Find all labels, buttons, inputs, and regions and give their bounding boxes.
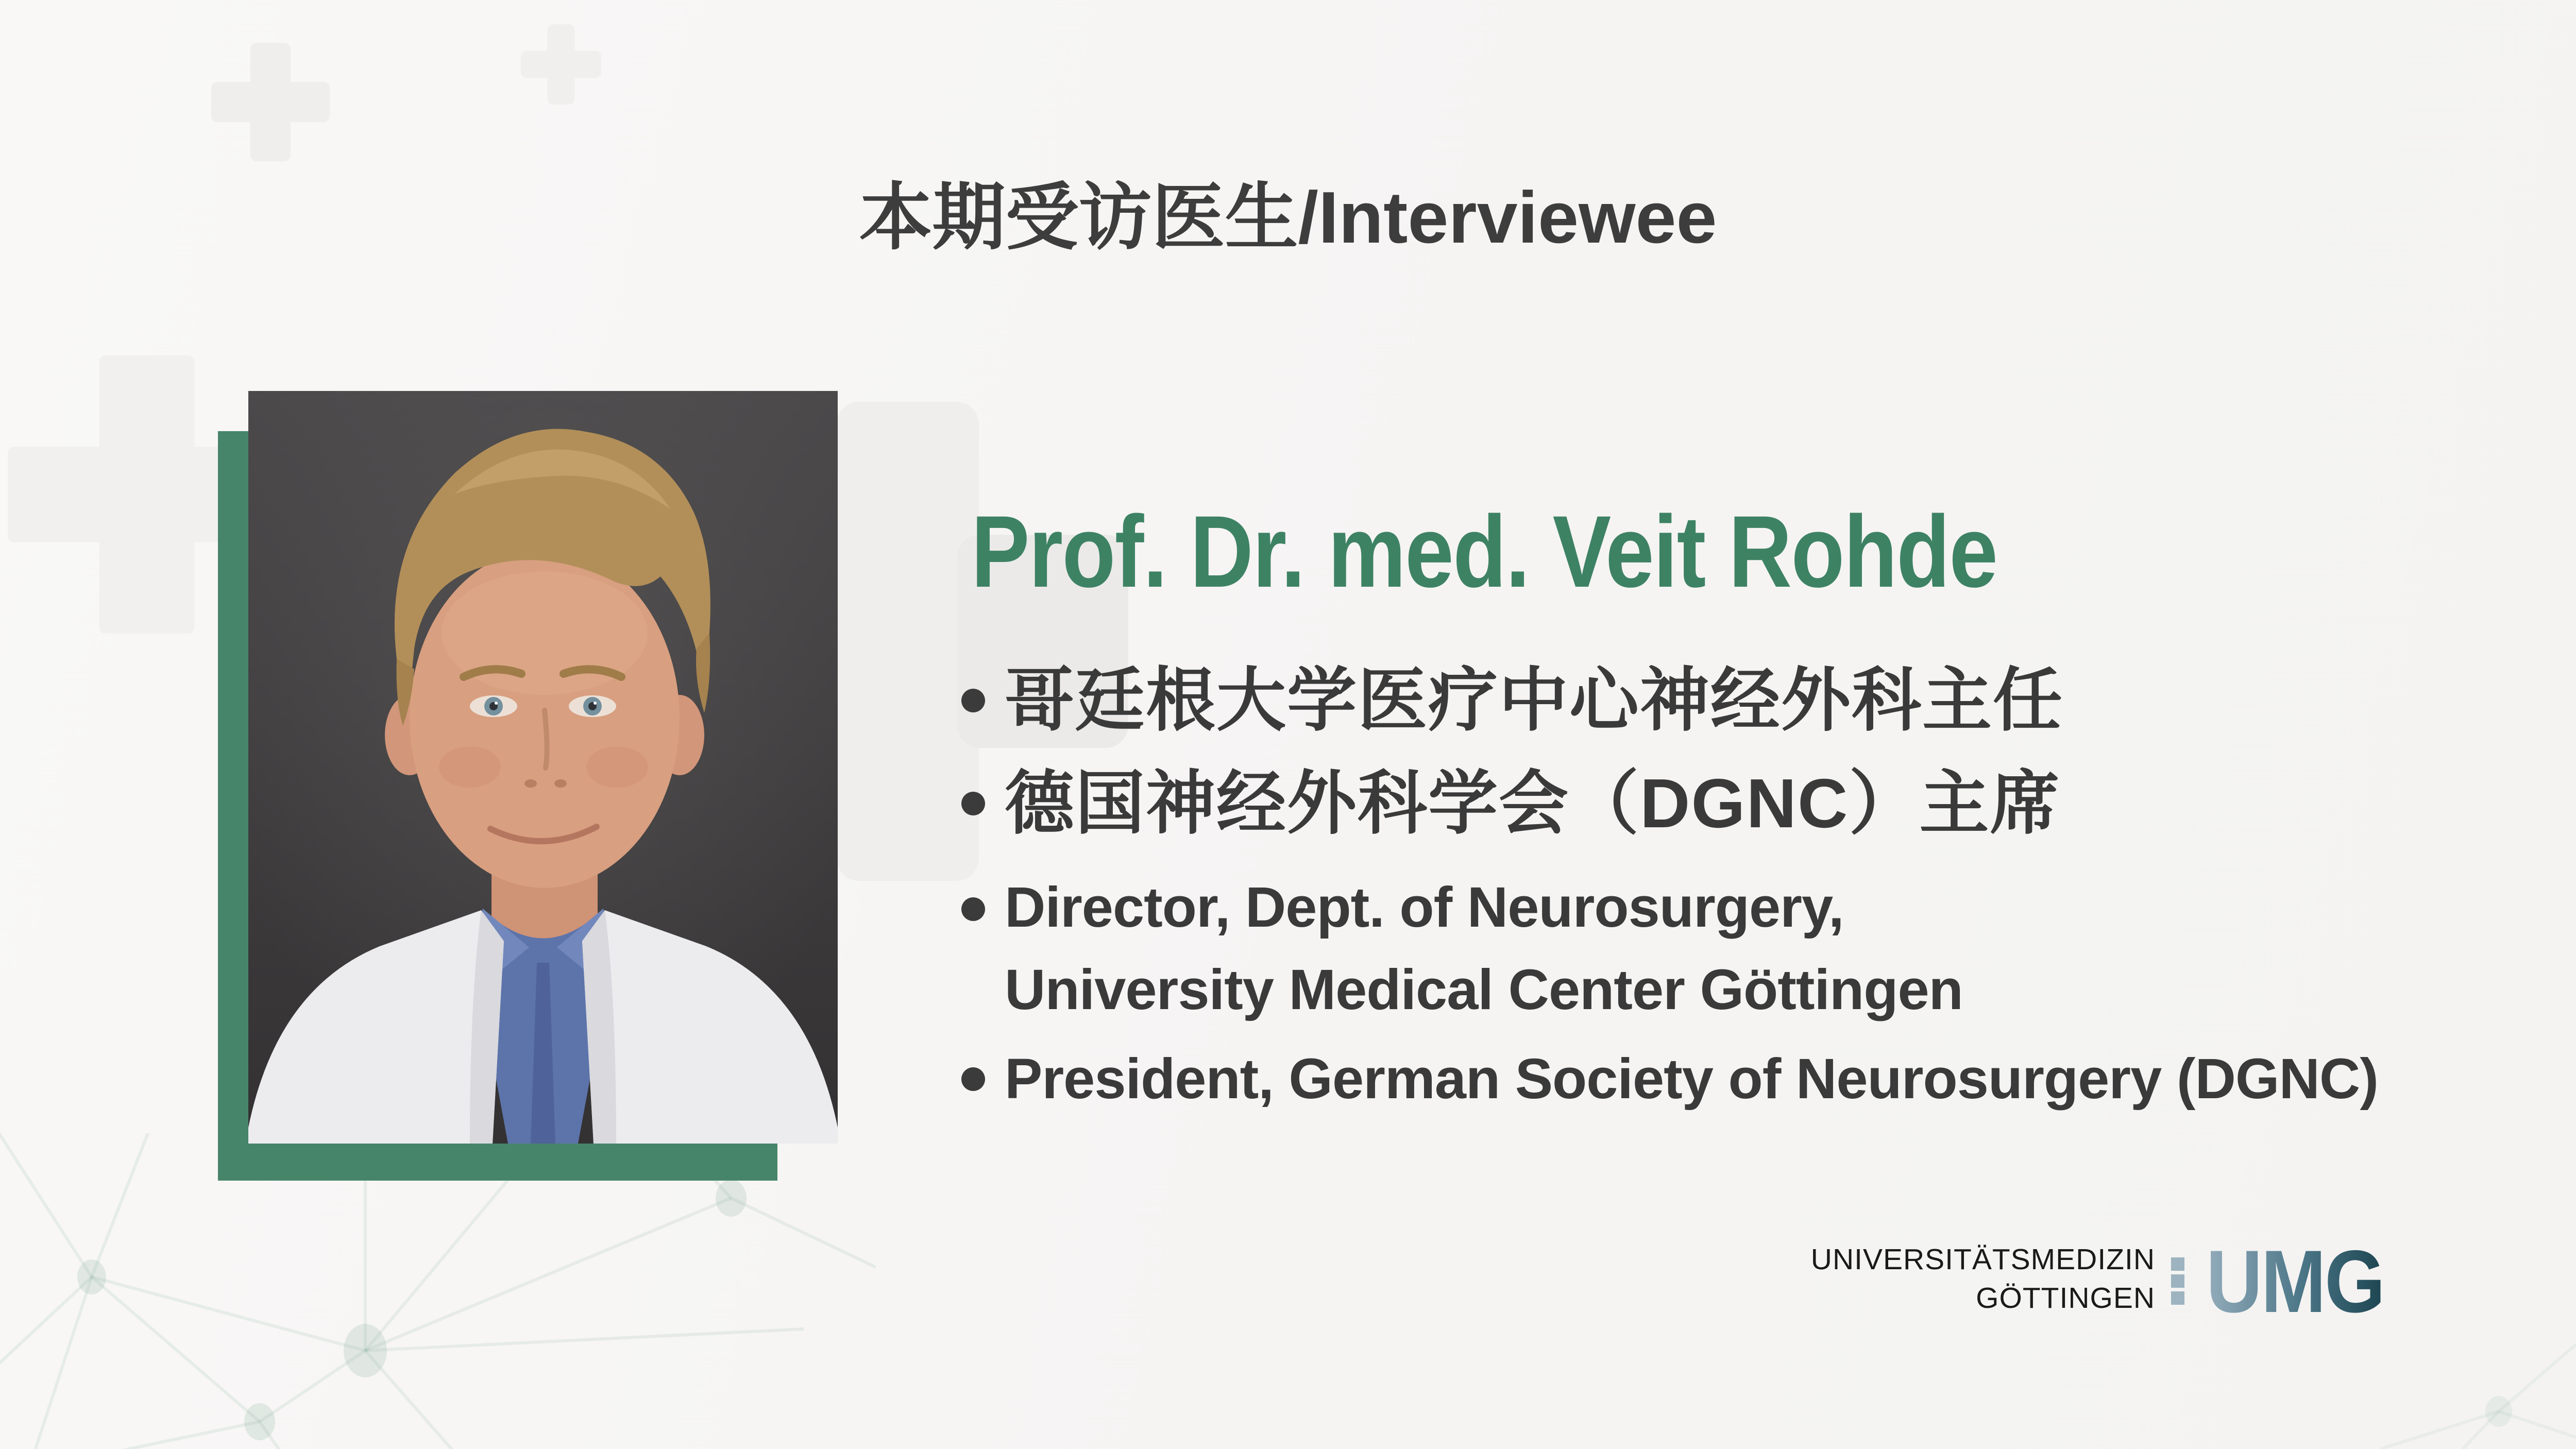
- plus-decoration-large: [211, 43, 330, 161]
- bullet-item-cn-1: 哥廷根大学医疗中心神经外科主任: [1005, 661, 2063, 739]
- network-decoration-right: [2215, 1314, 2576, 1449]
- bullet-dot: [961, 1067, 985, 1091]
- plus-decoration-small: [521, 24, 601, 105]
- doctor-name: Prof. Dr. med. Veit Rohde: [971, 495, 1997, 608]
- doctor-photo: [248, 391, 838, 1144]
- bullet-dot: [961, 689, 985, 712]
- logo-org-line-2: GÖTTINGEN: [1976, 1282, 2155, 1315]
- bullet-item-en-1-line-1: Director, Dept. of Neurosurgery,: [1005, 876, 1844, 939]
- bullet-item-cn-2: 德国神经外科学会（DGNC）主席: [1005, 764, 2061, 842]
- logo-org-name: [1811, 1240, 2155, 1318]
- page-title: 本期受访医生/Interviewee: [859, 177, 1717, 259]
- logo-squares-icon: [2171, 1257, 2184, 1308]
- bullet-dot: [961, 792, 985, 815]
- bullet-item-en-2: President, German Society of Neurosurgery (DGNC): [1005, 1047, 2378, 1111]
- logo-org-line-1: UNIVERSITÄTSMEDIZIN: [1810, 1243, 2155, 1276]
- logo-umg-abbr: UMG: [2206, 1232, 2384, 1331]
- bullet-dot: [961, 897, 985, 921]
- bullet-item-en-1-line-2: University Medical Center Göttingen: [1005, 958, 1963, 1021]
